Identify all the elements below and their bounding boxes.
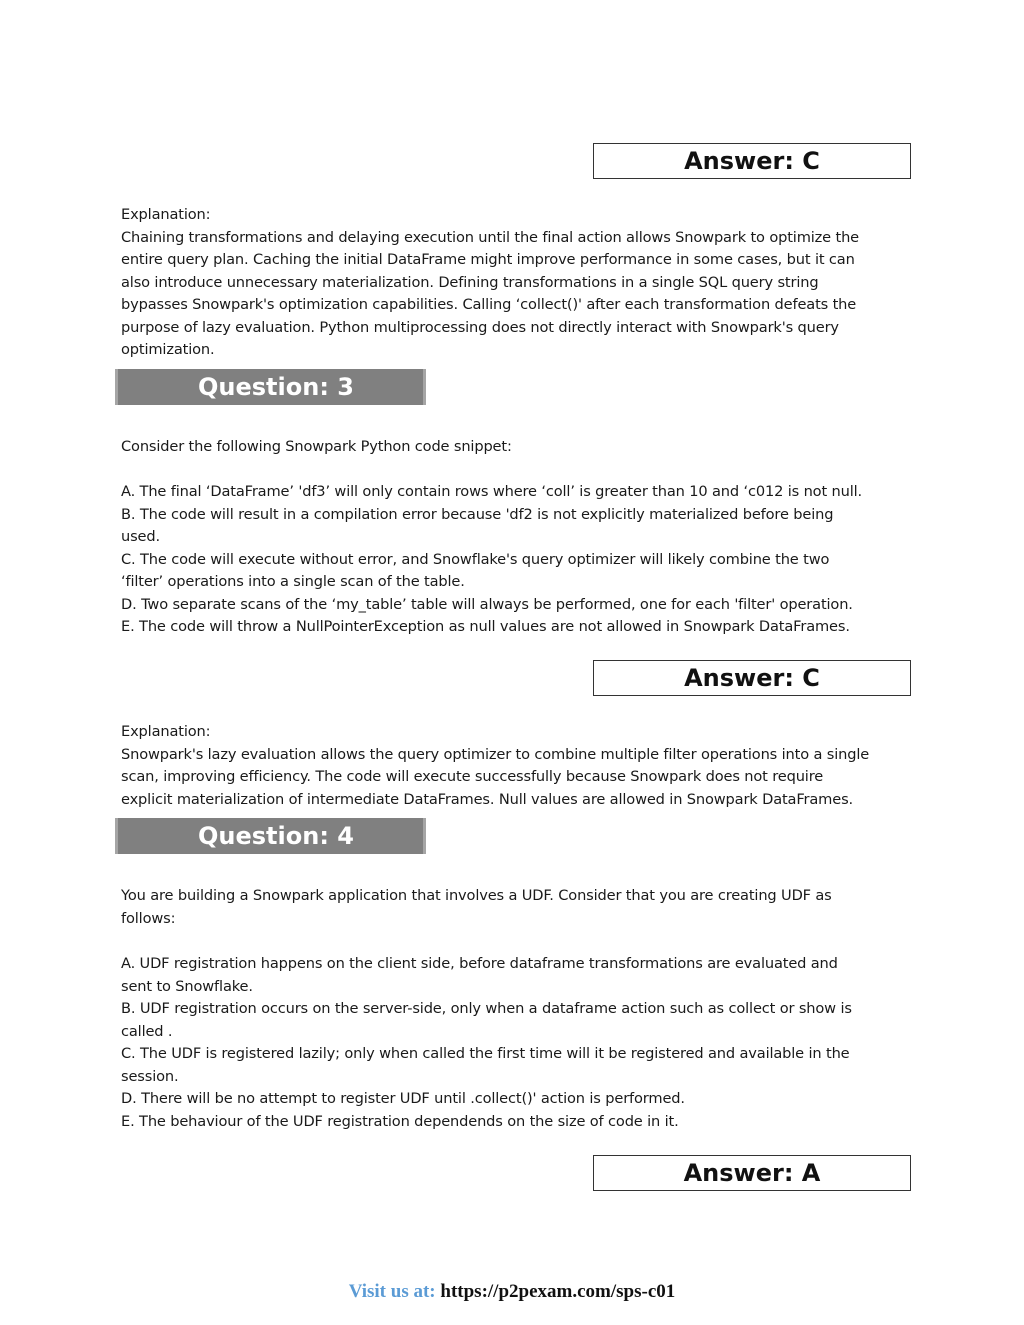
explanation-line: purpose of lazy evaluation. Python multiprocessing does not directly interact with Snowpark's query [121, 318, 839, 336]
answer-box-q3: Answer: C [593, 660, 911, 696]
footer [0, 1281, 1024, 1303]
explanation-label: Explanation: [121, 206, 211, 223]
option-c-cont: session. [121, 1067, 179, 1085]
footer-url-link[interactable]: https://p2pexam.com/sps-c01 [440, 1281, 676, 1302]
option-b: B. UDF registration occurs on the server-side, only when a dataframe action such as collect or show is [121, 1000, 852, 1017]
explanation-line: optimization. [121, 341, 215, 358]
option-a: A. The final ‘DataFrame’ 'df3’ will only contain rows where ‘coll’ is greater than 10 and ‘c012 is not null. [121, 483, 863, 500]
explanation-line: Snowpark's lazy evaluation allows the query optimizer to combine multiple filter operations into a single [121, 745, 870, 763]
question-prompt-line: Consider the following Snowpark Python code snippet: [121, 438, 512, 455]
option-c-cont: ‘filter’ operations into a single scan of the table. [121, 573, 465, 590]
explanation-line: also introduce unnecessary materialization. Defining transformations in a single SQL query string [121, 273, 819, 291]
explanation-line: scan, improving efficiency. The code will execute successfully because Snowpark does not require [121, 768, 824, 785]
answer-box-q4: Answer: A [593, 1155, 911, 1191]
question-3-prompt [121, 436, 911, 459]
explanation-line: entire query plan. Caching the initial DataFrame might improve performance in some cases, but it can [121, 251, 855, 268]
explanation-q3 [121, 721, 911, 811]
question-4-prompt [121, 885, 911, 930]
question-3-options [121, 481, 911, 639]
option-b-cont: used. [121, 528, 160, 545]
explanation-line: explicit materialization of intermediate DataFrames. Null values are allowed in Snowpark DataFrames. [121, 790, 854, 808]
question-4-banner: Question: 4 [115, 818, 426, 854]
option-c: C. The code will execute without error, and Snowflake's query optimizer will likely combine the two [121, 550, 830, 568]
option-a-cont: sent to Snowflake. [121, 977, 253, 995]
option-d: D. There will be no attempt to register UDF until .collect()' action is performed. [121, 1090, 685, 1107]
option-e: E. The code will throw a NullPointerException as null values are not allowed in Snowpark DataFrames. [121, 618, 850, 635]
explanation-line: bypasses Snowpark's optimization capabilities. Calling ‘collect()' after each transformation defeats the [121, 296, 857, 313]
question-3-banner: Question: 3 [115, 369, 426, 405]
question-prompt-line: You are building a Snowpark application that involves a UDF. Consider that you are creating UDF as [121, 887, 832, 904]
explanation-line: Chaining transformations and delaying execution until the final action allows Snowpark to optimize the [121, 228, 859, 246]
option-c: C. The UDF is registered lazily; only when called the first time will it be registered and available in the [121, 1045, 850, 1062]
option-d: D. Two separate scans of the ‘my_table’ table will always be performed, one for each 'filter' operation. [121, 595, 853, 613]
option-e: E. The behaviour of the UDF registration dependends on the size of code in it. [121, 1112, 679, 1130]
question-4-options [121, 953, 911, 1133]
option-b: B. The code will result in a compilation error because 'df2 is not explicitly materialized before being [121, 505, 834, 523]
option-a: A. UDF registration happens on the client side, before dataframe transformations are evaluated and [121, 955, 838, 972]
footer-visit-label: Visit us at: [348, 1281, 436, 1302]
explanation-q2 [121, 204, 911, 362]
answer-box-q2: Answer: C [593, 143, 911, 179]
explanation-label: Explanation: [121, 723, 211, 740]
option-b-cont: called . [121, 1022, 173, 1040]
question-prompt-line: follows: [121, 909, 176, 927]
